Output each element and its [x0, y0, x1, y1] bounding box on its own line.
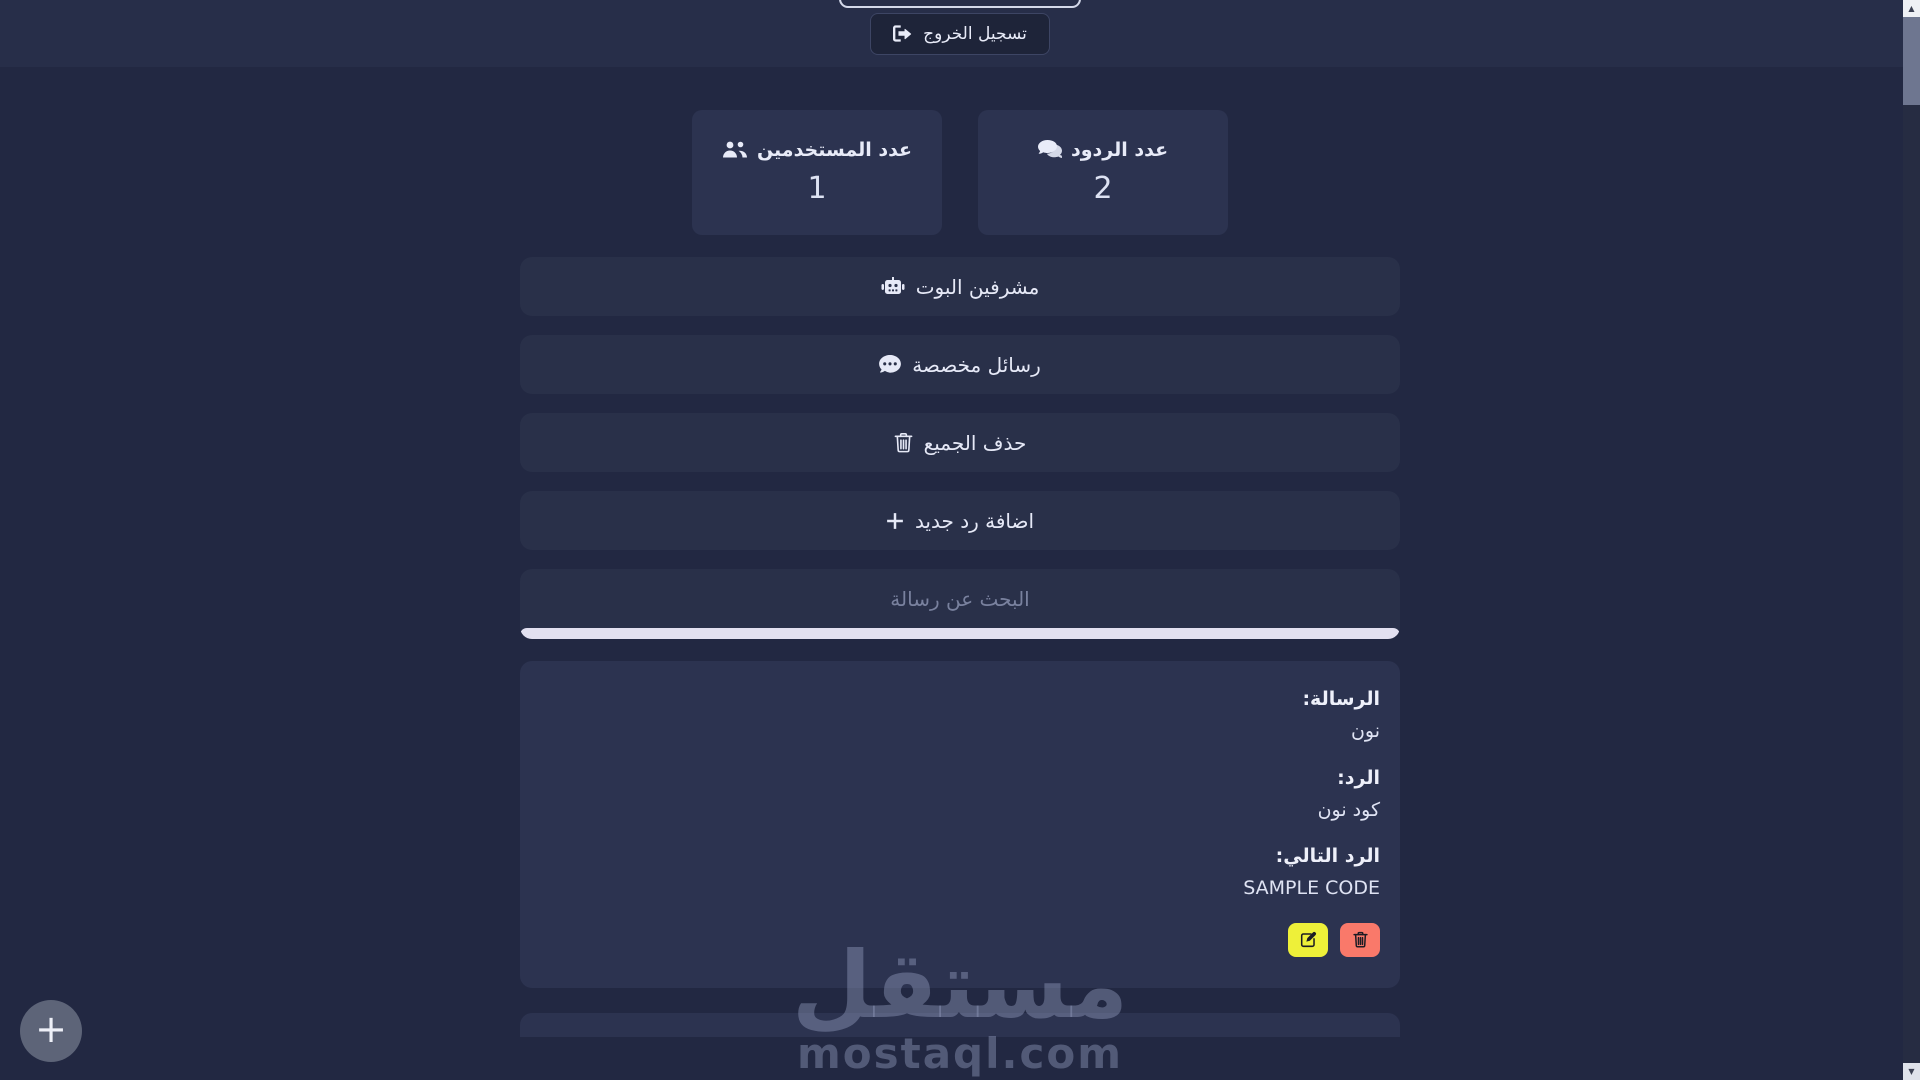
delete-all-label: حذف الجميع — [923, 430, 1027, 455]
delete-all-button[interactable] — [520, 413, 1400, 472]
watermark-url-text: mostaql.com — [797, 1029, 1123, 1078]
stat-users-label: عدد المستخدمين — [756, 139, 913, 161]
stat-replies-label: عدد الردود — [1070, 139, 1169, 161]
scrollbar-thumb[interactable] — [1903, 17, 1920, 105]
watermark-logo-text: مستقل — [791, 932, 1129, 1039]
main-column — [520, 257, 1400, 1037]
bot-admins-label: مشرفين البوت — [915, 274, 1040, 299]
edit-reply-button[interactable] — [1288, 923, 1328, 957]
trash-icon — [894, 432, 913, 453]
robot-icon — [881, 277, 905, 297]
message-value: نون — [1350, 720, 1380, 743]
top-cutoff-element — [839, 0, 1081, 8]
search-field-wrap — [520, 569, 1400, 639]
search-accent-bar — [520, 628, 1400, 639]
stat-users-value: 1 — [807, 171, 827, 206]
trash-icon — [1353, 931, 1368, 948]
plus-icon — [886, 512, 904, 530]
custom-messages-button[interactable] — [520, 335, 1400, 394]
reply-label: الرد: — [1337, 766, 1380, 789]
scrollbar[interactable] — [1903, 0, 1920, 1080]
next-reply-card-cutoff — [520, 1013, 1400, 1037]
scrollbar-up-button[interactable]: ▲ — [1903, 0, 1920, 17]
reply-card — [520, 661, 1400, 988]
stat-card-replies — [978, 110, 1228, 235]
stat-card-users — [692, 110, 942, 235]
top-bar — [0, 0, 1920, 67]
reply-card-actions — [540, 923, 1380, 957]
users-icon — [722, 140, 748, 160]
reply-field — [540, 762, 1380, 827]
search-input[interactable] — [520, 569, 1400, 628]
logout-label: تسجيل الخروج — [923, 23, 1027, 44]
pen-square-icon — [1300, 931, 1317, 948]
add-new-reply-button[interactable] — [520, 491, 1400, 550]
sign-out-icon — [893, 25, 913, 42]
comment-dots-icon — [879, 355, 901, 375]
stat-replies-value: 2 — [1093, 171, 1113, 206]
message-label: الرسالة: — [1302, 688, 1380, 710]
add-new-reply-label: اضافة رد جديد — [914, 508, 1035, 533]
plus-icon: + — [35, 1007, 67, 1051]
bot-admins-button[interactable] — [520, 257, 1400, 316]
floating-add-button[interactable] — [20, 1000, 82, 1062]
logout-button[interactable] — [870, 13, 1050, 55]
custom-messages-label: رسائل مخصصة — [912, 352, 1041, 377]
scrollbar-down-button[interactable]: ▼ — [1903, 1063, 1920, 1080]
next-reply-label: الرد التالي: — [1275, 845, 1380, 868]
comments-icon — [1038, 140, 1062, 160]
next-reply-value: SAMPLE CODE — [1243, 877, 1380, 900]
reply-value: كود نون — [1317, 798, 1380, 821]
stats-row — [0, 110, 1920, 235]
message-field — [540, 683, 1380, 748]
delete-reply-button[interactable] — [1340, 923, 1380, 957]
next-reply-field — [540, 840, 1380, 905]
